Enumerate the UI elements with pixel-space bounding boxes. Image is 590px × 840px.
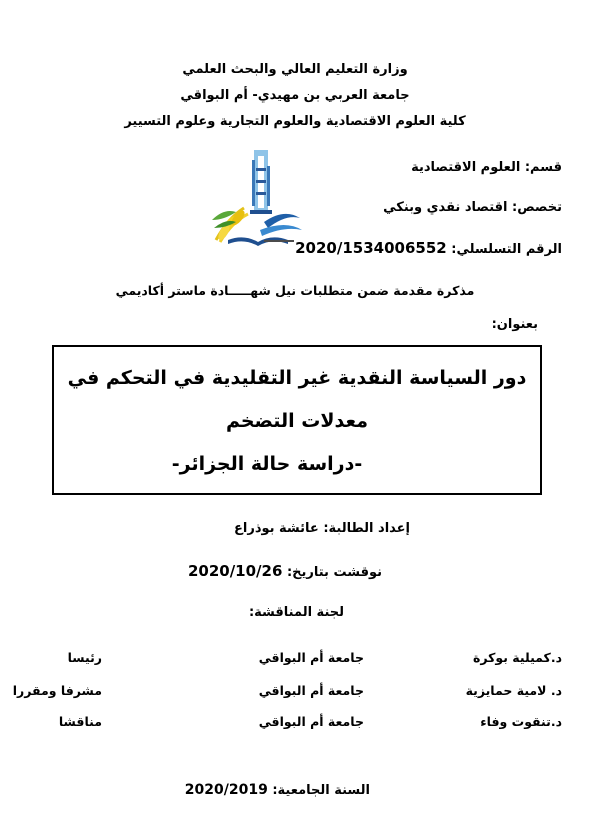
title-label: بعنوان: xyxy=(491,317,538,332)
university-logo xyxy=(206,148,310,250)
academic-year-label: السنة الجامعية: xyxy=(272,783,370,798)
committee-member-name: د.تنقوت وفاء xyxy=(480,714,562,729)
defense-date: 2020/10/26 xyxy=(187,562,283,580)
faculty-name: كلية العلوم الاقتصادية والعلوم التجارية وعلوم التسيير xyxy=(124,114,466,129)
student-line xyxy=(234,521,410,536)
academic-year-line xyxy=(185,782,370,798)
serial-number-line xyxy=(295,239,562,257)
ministry-name: وزارة التعليم العالي والبحث العلمي xyxy=(182,62,408,77)
student-label: إعداد الطالبة: xyxy=(323,521,410,536)
thesis-subtitle: -دراسة حالة الجزائر- xyxy=(171,453,363,475)
university-name: جامعة العربي بن مهيدي- أم البواقي xyxy=(180,88,410,103)
thesis-title-box xyxy=(52,345,542,495)
defense-label: نوقشت بتاريخ: xyxy=(286,565,382,580)
serial-label: الرقم التسلسلي: xyxy=(451,242,562,257)
committee-member-name: د. لامية حمايزية xyxy=(465,683,562,698)
student-name: عائشة بوذراع xyxy=(234,521,319,536)
serial-value: 2020/1534006552 xyxy=(295,239,447,257)
committee-member-name: د.كميلية بوكرة xyxy=(472,650,562,665)
committee-member-role: مناقشا xyxy=(58,714,102,729)
thesis-title-line-1: دور السياسة النقدية غير التقليدية في التحكم في xyxy=(67,367,527,389)
committee-member-role: رئيسا xyxy=(67,650,102,665)
committee-member-university: جامعة أم البواقي xyxy=(258,714,364,729)
academic-year-value: 2020/2019 xyxy=(184,782,268,798)
committee-heading: لجنة المناقشة: xyxy=(248,605,344,620)
memo-statement: مذكرة مقدمة ضمن متطلبات نيل شهـــــادة ماستر أكاديمي xyxy=(115,283,475,298)
thesis-title-line-2: معدلات التضخم xyxy=(225,410,369,432)
committee-member-university: جامعة أم البواقي xyxy=(258,650,364,665)
department: قسم: العلوم الاقتصادية xyxy=(411,160,562,175)
defense-date-line xyxy=(188,562,382,580)
specialty: تخصص: اقتصاد نقدي وبنكي xyxy=(383,200,562,215)
committee-member-role: مشرفا ومقررا xyxy=(12,683,102,698)
committee-member-university: جامعة أم البواقي xyxy=(258,683,364,698)
